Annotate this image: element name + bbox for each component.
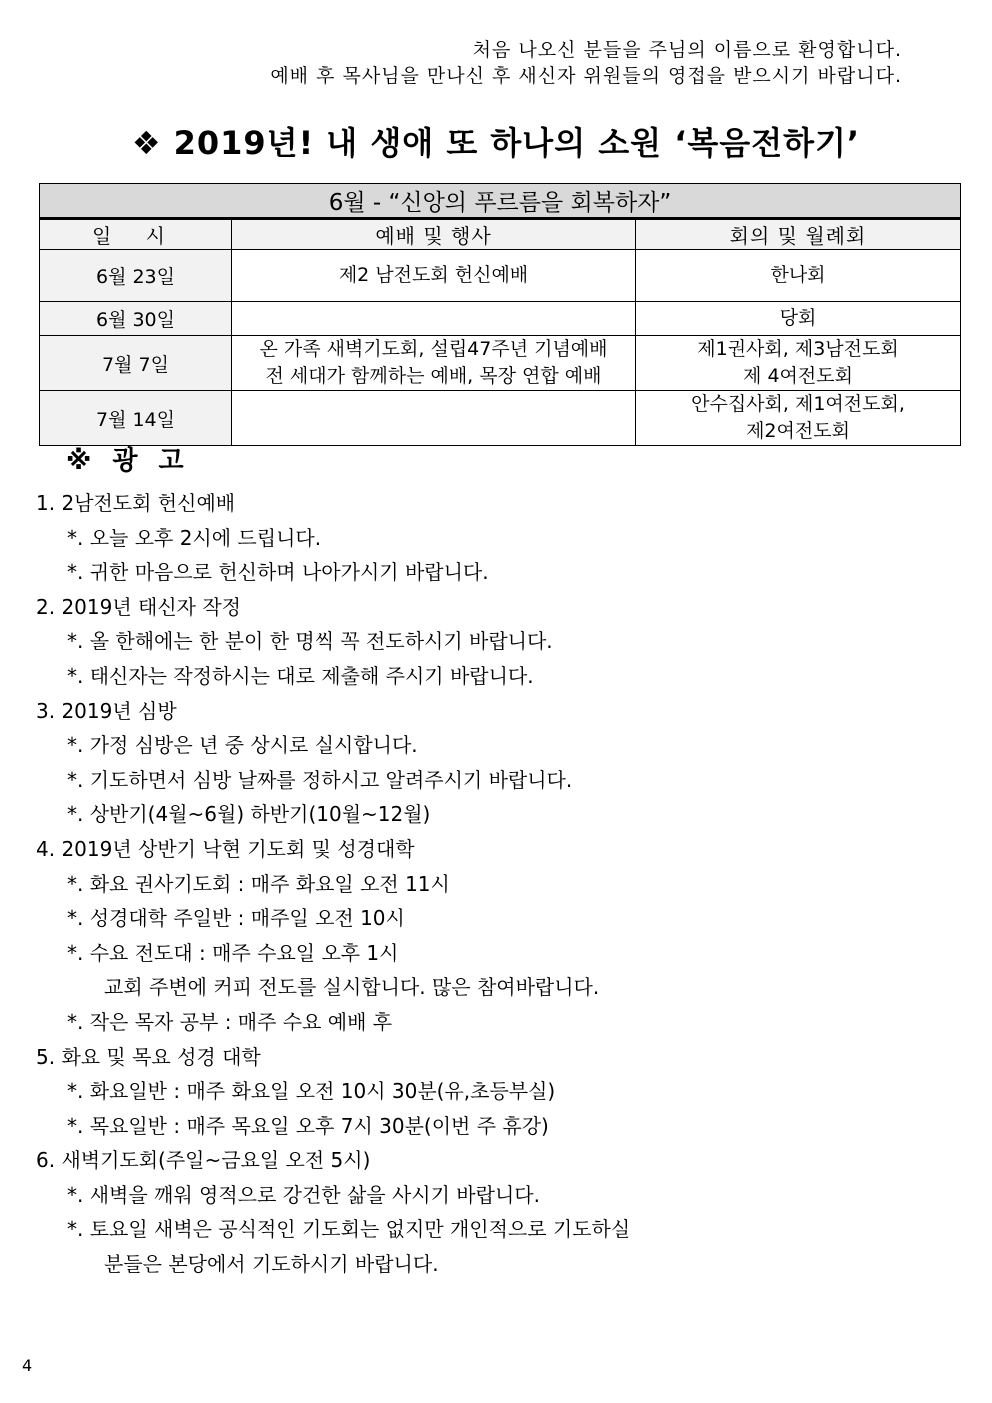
announcement-continuation: 교회 주변에 커피 전도를 실시합니다. 많은 참여바랍니다. [104,975,600,1000]
announcement-title: 6. 새벽기도회(주일~금요일 오전 5시) [36,1148,371,1173]
announcement-line: *. 상반기(4월~6월) 하반기(10월~12월) [67,802,431,827]
header-meeting: 회의 및 월례회 [636,219,961,250]
announcement-item [36,694,936,832]
announcement-title: 1. 2남전도회 헌신예배 [36,491,236,515]
schedule-header-row [40,219,961,250]
announcement-continuation: 분들은 본당에서 기도하시기 바랍니다. [104,1252,439,1277]
row-meeting-line: 제2여전도회 [746,420,850,442]
announcement-line: *. 성경대학 주일반 : 매주일 오전 10시 [67,906,405,931]
announcement-line: *. 가정 심방은 년 중 상시로 실시합니다. [67,733,418,758]
announcement-item [36,590,936,694]
announcements-list [36,486,936,1282]
announcement-line: *. 기도하면서 심방 날짜를 정하시고 알려주시기 바랍니다. [67,767,573,792]
announcement-item [36,486,936,590]
page-title [0,118,992,164]
row-date: 6월 30일 [40,302,232,336]
announcement-line: *. 작은 목자 공부 : 매주 수요 예배 후 [67,1009,393,1034]
announcement-title: 3. 2019년 심방 [36,698,177,723]
schedule-row [40,250,961,302]
row-meeting-line: 안수집사회, 제1여전도회, [691,393,905,415]
row-date: 7월 7일 [40,336,232,391]
row-worship-line: 온 가족 새벽기도회, 설립47주년 기념예배 [259,338,608,360]
announcement-line: *. 토요일 새벽은 공식적인 기도회는 없지만 개인적으로 기도하실 [67,1217,631,1242]
announcement-line: *. 목요일반 : 매주 목요일 오후 7시 30분(이번 주 휴강) [67,1113,549,1138]
announcement-line: *. 올 한해에는 한 분이 한 명씩 꼭 전도하시기 바랍니다. [67,629,553,654]
announcement-line: *. 화요일반 : 매주 화요일 오전 10시 30분(유,초등부실) [67,1079,556,1104]
row-worship-line: 전 세대가 함께하는 예배, 목장 연합 예배 [265,365,602,387]
announcement-line: *. 수요 전도대 : 매주 수요일 오후 1시 [67,940,399,965]
row-meeting-line: 당회 [779,307,817,329]
row-worship [232,302,636,336]
announcement-line: *. 오늘 오후 2시에 드립니다. [67,525,322,550]
announcement-title: 2. 2019년 태신자 작정 [36,594,241,619]
schedule-table-title: 6월 - “신앙의 푸르름을 회복하자” [40,184,961,219]
row-meeting [636,336,961,391]
row-meeting [636,391,961,446]
announcement-item [36,832,936,1040]
row-worship [232,250,636,302]
announcement-item [36,1143,936,1281]
schedule-row [40,336,961,391]
schedule-row [40,391,961,446]
schedule-row [40,302,961,336]
row-meeting-line: 한나회 [770,264,826,286]
row-date: 6월 23일 [40,250,232,302]
page-title-text: 2019년! 내 생애 또 하나의 소원 ‘복음전하기’ [173,124,861,162]
diamond-bullet-icon: ❖ [131,124,162,162]
row-meeting [636,250,961,302]
announcement-title: 4. 2019년 상반기 낙현 기도회 및 성경대학 [36,836,415,861]
announcement-line: *. 화요 권사기도회 : 매주 화요일 오전 11시 [67,871,450,896]
announcement-line: *. 태신자는 작정하시는 대로 제출해 주시기 바랍니다. [67,663,534,688]
row-worship [232,391,636,446]
announcements-heading: ※ 광 고 [66,446,190,476]
schedule-table [39,183,961,446]
row-worship [232,336,636,391]
row-meeting-line: 제 4여전도회 [743,365,853,387]
row-meeting [636,302,961,336]
welcome-line-1: 처음 나오신 분들을 주님의 이름으로 환영합니다. [472,39,902,61]
header-worship: 예배 및 행사 [232,219,636,250]
announcement-line: *. 새벽을 깨워 영적으로 강건한 삶을 사시기 바랍니다. [67,1182,540,1207]
page-number: 4 [22,1356,33,1375]
row-worship-line: 제2 남전도회 헌신예배 [338,264,529,286]
announcement-item [36,1040,936,1144]
welcome-line-2: 예배 후 목사님을 만나신 후 새신자 위원들의 영접을 받으시기 바랍니다. [270,65,902,87]
header-date: 일 시 [40,219,232,250]
row-date: 7월 14일 [40,391,232,446]
row-meeting-line: 제1권사회, 제3남전도회 [697,338,899,360]
announcement-title: 5. 화요 및 목요 성경 대학 [36,1044,261,1069]
announcement-line: *. 귀한 마음으로 헌신하며 나아가시기 바랍니다. [67,560,489,585]
